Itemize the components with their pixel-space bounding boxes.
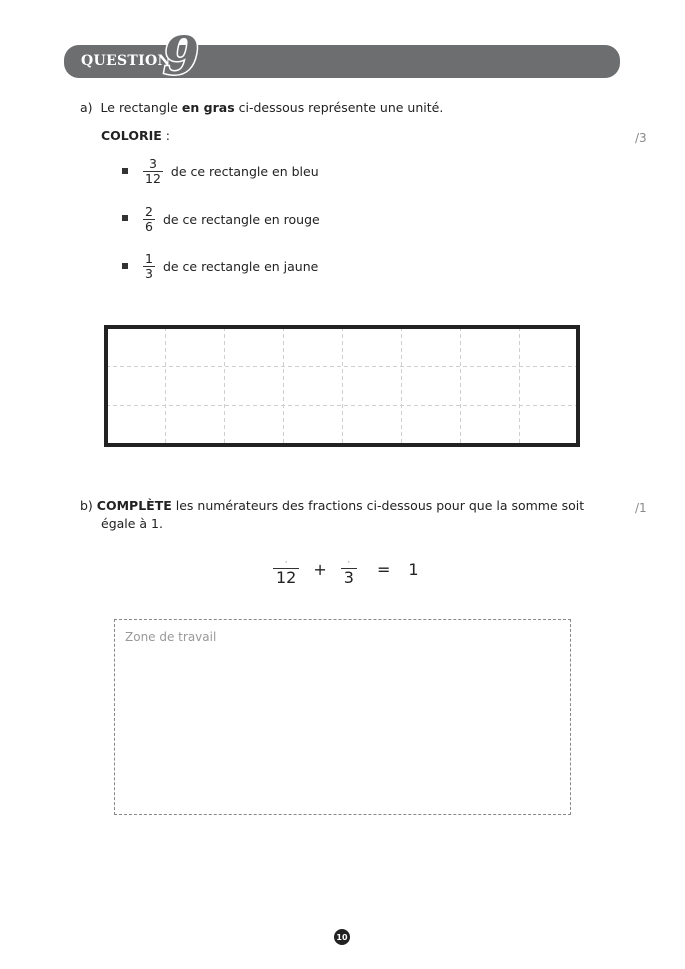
intro-after: ci-dessous représente une unité. [234,100,444,115]
bullet-icon [122,263,128,269]
page-number: 10 [334,929,350,945]
colorie-instruction [101,128,170,144]
bullet-icon [122,215,128,221]
fraction-denominator: 12 [145,171,161,186]
score-part-a: /3 [635,131,647,145]
list-item [143,252,318,281]
list-item [143,205,320,234]
fraction-thirds[interactable] [341,558,357,587]
fraction [143,205,155,234]
part-b-line1: les numérateurs des fractions ci-dessous pour que la somme soit [171,498,585,513]
fraction-numerator: 1 [145,251,153,266]
question-label: QUESTION [81,53,171,69]
fraction-denominator: 3 [341,568,357,587]
numerator-blank[interactable]: · [284,558,288,568]
fraction-numerator: 2 [145,204,153,219]
bullet-icon [122,168,128,174]
grid-lines [106,327,578,445]
intro-before: Le rectangle [100,100,182,115]
plus-sign: + [313,560,327,579]
complete-label: COMPLÈTE [96,498,172,513]
question-number: 9 [163,26,200,87]
item-text: de ce rectangle en jaune [162,258,319,274]
fraction-twelfths[interactable] [273,558,299,587]
part-b-instruction [80,498,607,532]
fraction [143,252,155,281]
part-b-line2: égale à 1. [101,516,163,531]
work-zone[interactable] [114,619,571,815]
colorie-label: COLORIE [101,128,162,143]
fraction [143,157,163,186]
fraction-denominator: 3 [145,266,153,281]
colorie-suffix: : [161,128,170,143]
fraction-denominator: 6 [145,219,153,234]
part-b-marker: b) [80,498,93,513]
equation [273,558,419,587]
item-text: de ce rectangle en bleu [170,163,319,179]
unit-rectangle[interactable] [104,325,580,447]
numerator-blank[interactable]: · [347,558,351,568]
part-a-intro [80,100,443,116]
fraction-numerator: 3 [148,156,157,171]
equals-sign: = [376,560,391,579]
equation-result: 1 [408,560,419,579]
intro-bold: en gras [181,100,235,115]
part-a-marker: a) [80,100,93,115]
fraction-denominator: 12 [273,568,299,587]
score-part-b: /1 [635,501,647,515]
item-text: de ce rectangle en rouge [162,211,320,227]
work-zone-label: Zone de travail [125,630,217,644]
list-item [143,157,319,186]
